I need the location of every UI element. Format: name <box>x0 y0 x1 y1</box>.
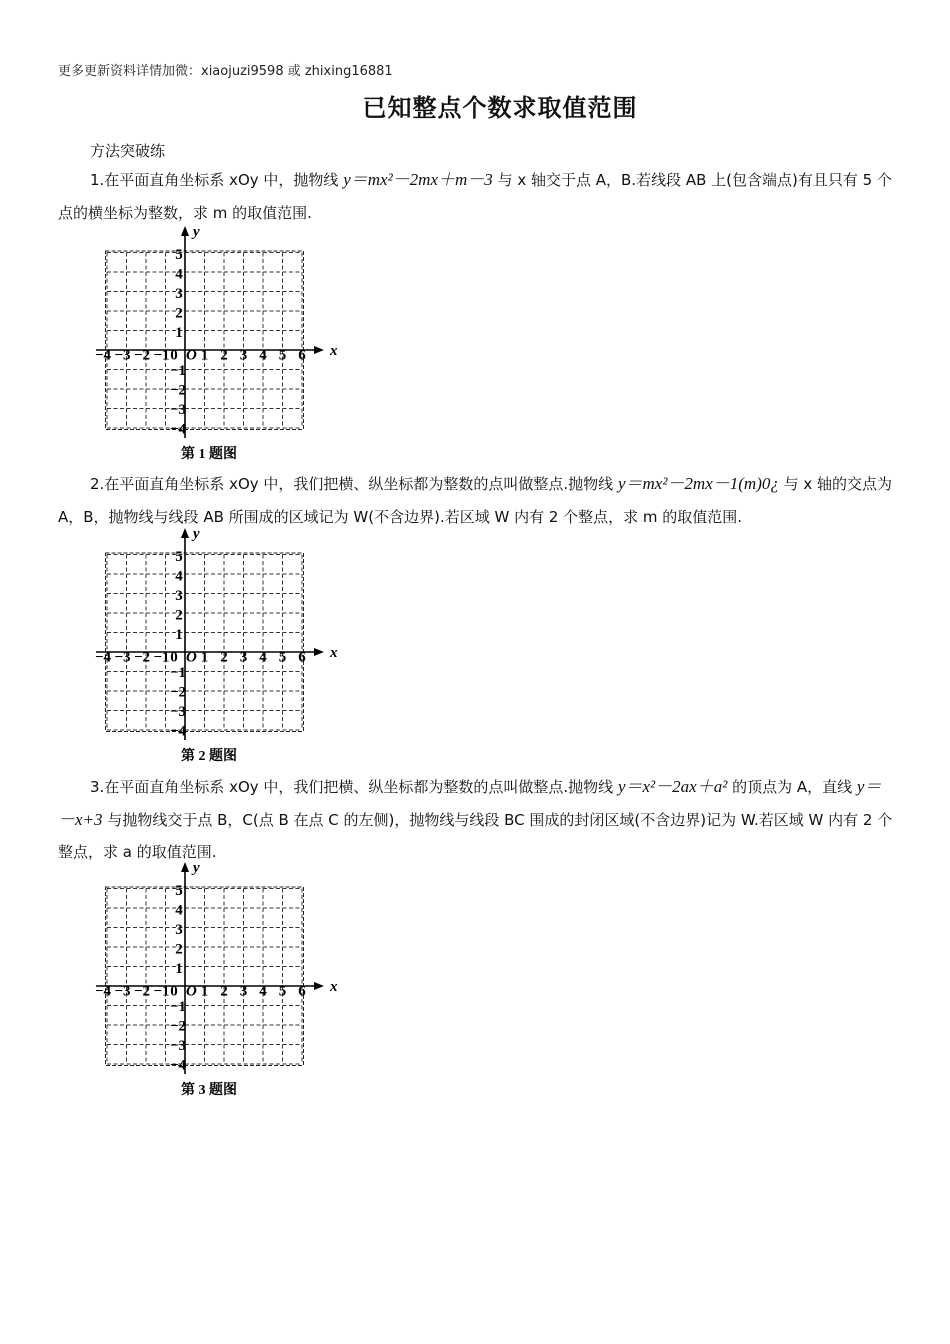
coordinate-grid-1 <box>92 226 342 466</box>
figure-caption: 第 3 题图 <box>181 1083 237 1098</box>
problem-3-lead: 3.在平面直角坐标系 xOy 中，我们把横、纵坐标都为整数的点叫做整点.抛物线 <box>90 778 614 796</box>
y-tick-label: −1 <box>169 362 187 379</box>
y-tick-label: 5 <box>175 548 183 565</box>
x-tick-label: −4 <box>94 649 112 666</box>
x-tick-label: 1 <box>200 649 209 666</box>
x-tick-label: 5 <box>278 649 287 666</box>
y-tick-label: 3 <box>175 587 183 604</box>
y-tick-label: 5 <box>175 246 183 263</box>
y-tick-label: −2 <box>169 684 187 701</box>
coordinate-grid-3 <box>92 862 342 1102</box>
x-tick-label: 2 <box>220 347 228 364</box>
problem-2-lead: 2.在平面直角坐标系 xOy 中，我们把横、纵坐标都为整数的点叫做整点.抛物线 <box>90 475 614 493</box>
y-tick-label: −4 <box>169 421 187 438</box>
figure-caption: 第 2 题图 <box>181 749 237 764</box>
y-tick-label: 2 <box>175 607 183 624</box>
x-tick-label: −1 <box>153 649 170 666</box>
y-tick-label: 2 <box>175 305 183 322</box>
problem-2-rest: 与 x 轴的交点为 A，B，抛物线与线段 AB 所围成的区域记为 W(不含边界).若区域 W 内有 2 个整点，求 m 的取值范围. <box>58 475 893 526</box>
x-tick-label: −1 <box>153 347 170 364</box>
y-tick-label: 3 <box>175 921 183 938</box>
x-tick-label: 0 <box>170 983 178 1000</box>
y-tick-label: 1 <box>175 324 183 341</box>
x-tick-label: 1 <box>200 347 209 364</box>
y-tick-label: 3 <box>175 285 183 302</box>
x-tick-label: −3 <box>114 649 131 666</box>
problem-1-text <box>58 164 894 229</box>
y-tick-label: −4 <box>169 723 187 740</box>
y-tick-label: −2 <box>169 1018 187 1035</box>
origin-label: O <box>186 649 197 666</box>
y-tick-label: 4 <box>175 266 183 283</box>
y-axis-label: y <box>193 862 200 876</box>
x-axis-arrow <box>314 346 324 354</box>
y-axis-label: y <box>193 226 200 240</box>
problem-1-lead: 1.在平面直角坐标系 xOy 中，抛物线 <box>90 171 339 189</box>
y-tick-label: 4 <box>175 902 183 919</box>
problem-3-equation-2: y＝－x+3 <box>58 777 882 829</box>
y-tick-label: −3 <box>169 401 187 418</box>
x-tick-label: 5 <box>278 347 287 364</box>
y-axis-arrow <box>181 226 189 236</box>
problem-3-text <box>58 771 894 869</box>
x-tick-label: 3 <box>239 649 248 666</box>
x-axis-label: x <box>330 979 338 995</box>
y-tick-label: −1 <box>169 998 187 1015</box>
y-tick-label: 1 <box>175 960 183 977</box>
y-tick-label: 2 <box>175 941 183 958</box>
figure-caption: 第 1 题图 <box>181 447 237 462</box>
x-tick-label: 6 <box>298 649 306 666</box>
y-axis-label: y <box>193 528 200 542</box>
x-axis-arrow <box>314 982 324 990</box>
x-tick-label: 6 <box>298 983 306 1000</box>
y-axis-arrow <box>181 862 189 872</box>
x-tick-label: 3 <box>239 347 248 364</box>
x-tick-label: −3 <box>114 983 131 1000</box>
x-tick-label: 3 <box>239 983 248 1000</box>
y-tick-label: −4 <box>169 1057 187 1074</box>
x-tick-label: 6 <box>298 347 306 364</box>
header-note: 更多更新资料详情加微：xiaojuzi9598 或 zhixing16881 <box>58 64 393 79</box>
problem-1-equation: y＝mx²－2mx＋m－3 <box>343 170 493 189</box>
origin-label: O <box>186 983 197 1000</box>
x-axis-label: x <box>330 645 338 661</box>
y-tick-label: −1 <box>169 664 187 681</box>
problem-2-equation: y＝mx²－2mx－1(m)0¿ <box>617 474 779 493</box>
x-tick-label: 4 <box>259 983 267 1000</box>
x-tick-label: −2 <box>133 983 151 1000</box>
y-tick-label: −3 <box>169 703 187 720</box>
x-tick-label: 1 <box>200 983 209 1000</box>
problem-2-text <box>58 468 894 533</box>
page-title: 已知整点个数求取值范围 <box>362 94 638 122</box>
y-axis-arrow <box>181 528 189 538</box>
x-tick-label: 2 <box>220 649 228 666</box>
problem-3-rest: 与抛物线交于点 B，C(点 B 在点 C 的左侧)，抛物线与线段 BC 围成的封闭区域(不含边界)记为 W.若区域 W 内有 2 个整点，求 a 的取值范围. <box>58 810 893 861</box>
problem-3-mid: 的顶点为 A，直线 <box>732 778 853 796</box>
x-tick-label: 0 <box>170 649 178 666</box>
x-tick-label: 2 <box>220 983 228 1000</box>
coordinate-grid-2 <box>92 528 342 768</box>
x-tick-label: −3 <box>114 347 131 364</box>
y-tick-label: 1 <box>175 626 183 643</box>
x-tick-label: −2 <box>133 649 151 666</box>
y-tick-label: −2 <box>169 382 187 399</box>
y-tick-label: −3 <box>169 1037 187 1054</box>
origin-label: O <box>186 347 197 364</box>
y-tick-label: 5 <box>175 882 183 899</box>
x-tick-label: 0 <box>170 347 178 364</box>
x-tick-label: 4 <box>259 347 267 364</box>
x-axis-arrow <box>314 648 324 656</box>
x-tick-label: 5 <box>278 983 287 1000</box>
section-label: 方法突破练 <box>90 142 166 160</box>
x-tick-label: 4 <box>259 649 267 666</box>
problem-1-rest: 与 x 轴交于点 A，B.若线段 AB 上(包含端点)有且只有 5 个点的横坐标为整数，求 m 的取值范围. <box>58 171 892 222</box>
x-tick-label: −4 <box>94 347 112 364</box>
x-axis-label: x <box>330 343 338 359</box>
problem-3-equation-1: y＝x²－2ax＋a² <box>617 777 728 796</box>
x-tick-label: −2 <box>133 347 151 364</box>
x-tick-label: −1 <box>153 983 170 1000</box>
x-tick-label: −4 <box>94 983 112 1000</box>
y-tick-label: 4 <box>175 568 183 585</box>
